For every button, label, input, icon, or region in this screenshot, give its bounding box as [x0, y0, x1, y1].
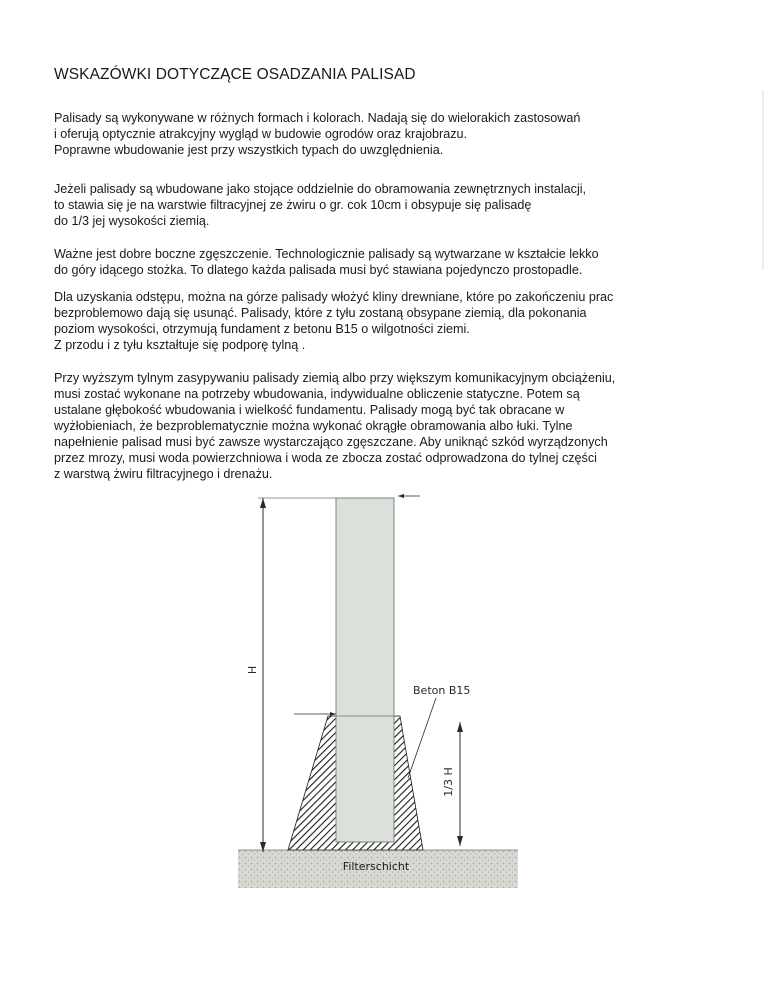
- height-label: H: [246, 665, 259, 675]
- depth-dimension: [457, 722, 463, 846]
- paragraph-intro: Palisady są wykonywane w różnych formach i kolorach. Nadają się do wielorakich zastosowań i oferują optycznie atrakcyjny wygląd w budowie ogrodów oraz krajobrazu. Poprawne wbudowanie jest przy wszystkich typach do uwzględnienia.: [54, 111, 581, 157]
- paragraph-static-calculation: Przy wyższym tylnym zasypywaniu palisady ziemią albo przy większym komunikacyjnym obciążeniu, musi zostać wykonane na potrzeby wbudowania, indywidualne obliczenie statyczne. Potem są ustalane głębokość wbudowania i wielkość fundamentu. Palisady mogą być tak obracane w wyżłobieniach, że bezproblematycznie można wykonać okrągłe obramowania albo łuki. Tylne napełnienie palisad musi być zawsze wystarczająco zgęszczane. Aby uniknąć szkód wyrządzonych przez mrozy, musi woda powierzchniowa i woda ze zbocza zostać odprowadzona do tylnej części z warstwą żwiru filtracyjnego i drenażu.: [54, 371, 616, 481]
- ground-spacing-mark: [294, 712, 336, 716]
- paragraph-compaction: Ważne jest dobre boczne zgęszczenie. Technologicznie palisady są wytwarzane w kształcie lekko do góry idącego stożka. To dlatego każda palisada musi być stawiana pojedynczo prostopadle.: [54, 247, 599, 277]
- concrete-leader: [408, 698, 436, 778]
- paragraph-installation: Jeżeli palisady są wbudowane jako stojące oddzielnie do obramowania zewnętrznych instalacji, to stawia się je na warstwie filtracyjnej ze żwiru o gr. cok 10cm i obsypuje się palisadę do 1/3 jej wysokości ziemią.: [54, 182, 587, 228]
- page-edge-mark: [762, 90, 764, 270]
- top-spacing-mark: [398, 494, 420, 498]
- depth-label: 1/3 H: [442, 767, 455, 797]
- palisade-post: [336, 498, 394, 842]
- palisade-diagram: [238, 490, 518, 888]
- paragraph-spacing: Dla uzyskania odstępu, można na górze palisady włożyć kliny drewniane, które po zakończeniu prac bezproblemowo dają się usunąć. Palisady, które z tyłu zostaną obsypane ziemią, dla pokonania poziom wysokości, otrzymują fundament z betonu B15 o wilgotności ziemi. Z przodu i z tyłu kształtuje się podporę tylną .: [54, 290, 614, 352]
- filter-label: Filterschicht: [342, 860, 410, 873]
- page-title: WSKAZÓWKI DOTYCZĄCE OSADZANIA PALISAD: [54, 66, 416, 83]
- concrete-label: Beton B15: [413, 684, 471, 697]
